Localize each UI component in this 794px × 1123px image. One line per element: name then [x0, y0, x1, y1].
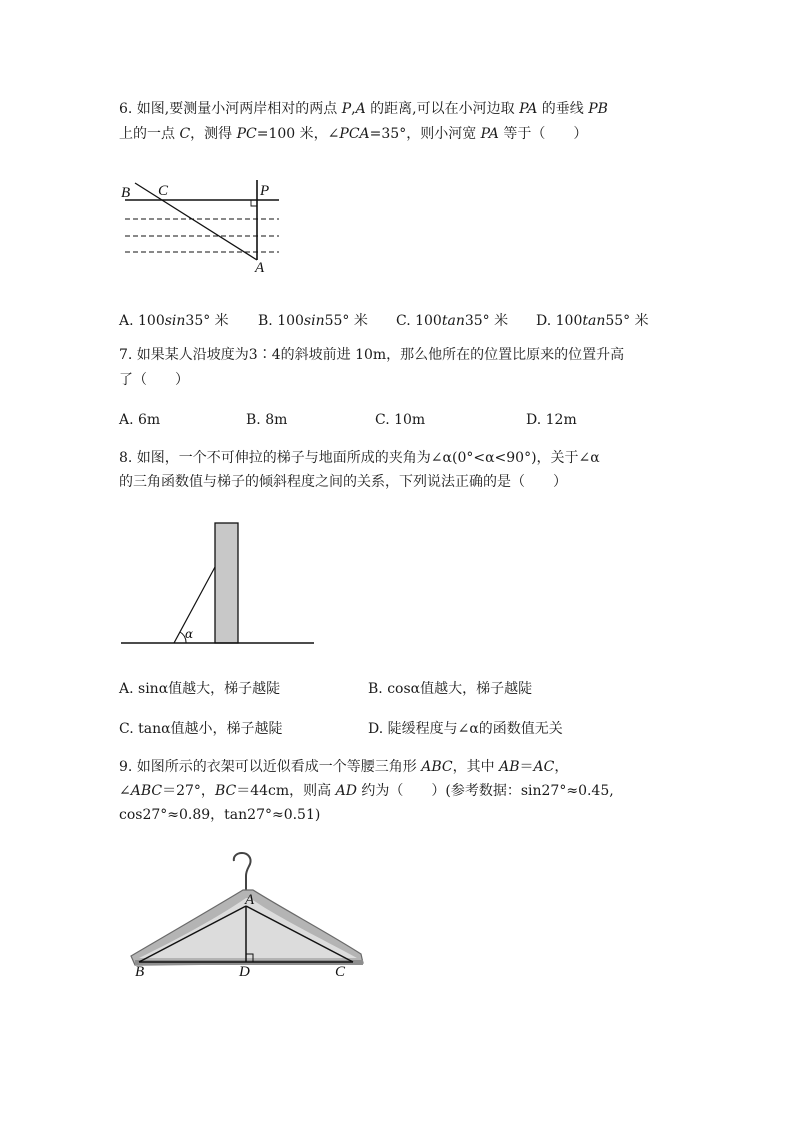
q6-stem-line2: 上的一点 C，测得 PC=100 米，∠PCA=35°，则小河宽 PA 等于（ ）	[119, 126, 588, 142]
q6-label-C: C	[158, 183, 169, 199]
q7-stem-line1: 7. 如果某人沿坡度为3∶4的斜坡前进 10m，那么他所在的位置比原来的位置升高	[119, 347, 625, 363]
q8-stem-line1: 8. 如图，一个不可伸拉的梯子与地面所成的夹角为∠α(0°<α<90°)，关于∠α	[119, 450, 600, 466]
q6-option-c[interactable]: C. 100tan35° 米	[396, 313, 509, 329]
q9-label-D: D	[239, 964, 250, 980]
q8-ladder-figure	[118, 520, 318, 650]
q6-option-d[interactable]: D. 100tan55° 米	[536, 313, 649, 329]
q6-river-figure	[115, 175, 295, 275]
q7-option-d[interactable]: D. 12m	[526, 412, 577, 428]
q9-label-B: B	[135, 964, 145, 980]
q7-option-c[interactable]: C. 10m	[375, 412, 426, 428]
q8-option-c[interactable]: C. tanα值越小，梯子越陡	[119, 721, 283, 737]
q6-label-A: A	[255, 260, 265, 276]
q9-stem-line3: cos27°≈0.89，tan27°≈0.51)	[119, 807, 321, 823]
q9-hanger-figure	[125, 850, 375, 990]
q7-option-a[interactable]: A. 6m	[119, 412, 161, 428]
q9-label-C: C	[335, 964, 346, 980]
q8-label-alpha: α	[185, 627, 194, 641]
q9-stem-line2: ∠ABC＝27°，BC＝44cm，则高 AD 约为（ ）(参考数据：sin27°≈0.45,	[119, 783, 614, 799]
q6-label-B: B	[121, 185, 131, 201]
q7-option-b[interactable]: B. 8m	[246, 412, 288, 428]
q8-option-d[interactable]: D. 陡缓程度与∠α的函数值无关	[368, 721, 563, 737]
q6-option-b[interactable]: B. 100sin55° 米	[258, 313, 368, 329]
q9-stem-line1: 9. 如图所示的衣架可以近似看成一个等腰三角形 ABC，其中 AB＝AC，	[119, 759, 569, 775]
q8-option-a[interactable]: A. sinα值越大，梯子越陡	[119, 681, 281, 697]
q9-label-A: A	[245, 892, 255, 908]
q6-label-P: P	[260, 183, 270, 199]
q7-stem-line2: 了（ ）	[119, 372, 189, 388]
q6-option-a[interactable]: A. 100sin35° 米	[119, 313, 229, 329]
q6-stem-line1: 6. 如图,要测量小河两岸相对的两点 P,A 的距离,可以在小河边取 PA 的垂线 PB	[119, 101, 608, 117]
q8-stem-line2: 的三角函数值与梯子的倾斜程度之间的关系，下列说法正确的是（ ）	[119, 474, 567, 490]
q8-option-b[interactable]: B. cosα值越大，梯子越陡	[368, 681, 533, 697]
